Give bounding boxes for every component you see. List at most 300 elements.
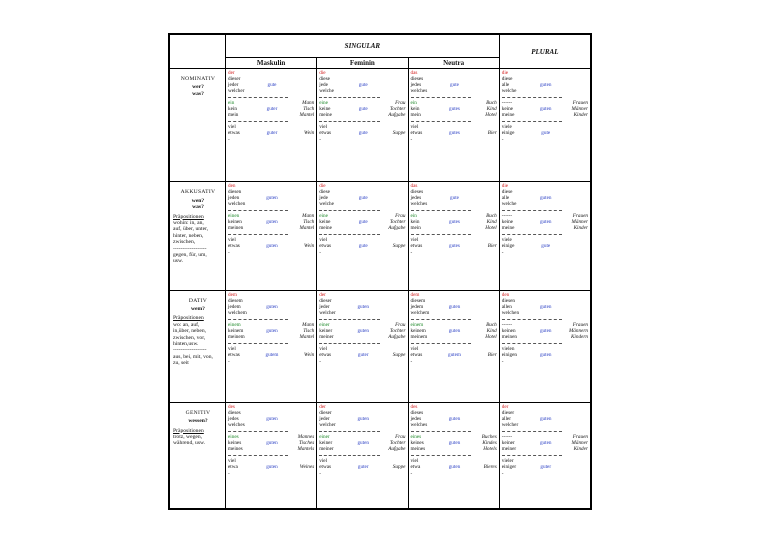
adjective-ending: guten — [357, 327, 369, 334]
declension-cell — [499, 290, 590, 402]
noun-word: Tisch — [303, 219, 315, 226]
determiner-word: viel — [228, 237, 236, 244]
adjective-ending — [443, 225, 465, 231]
determiner-word: eines — [228, 433, 239, 440]
determiner-word: das — [410, 183, 418, 190]
determiner-word: welchen — [501, 309, 520, 316]
noun-word: Wein — [304, 351, 315, 358]
declension-cell — [499, 69, 590, 182]
declension-group — [502, 124, 588, 136]
declension-cell — [226, 290, 317, 402]
determiner-word: viele — [501, 124, 512, 131]
noun-word: Suppe — [392, 351, 406, 358]
determiner-word: eines — [410, 433, 422, 440]
determiner-word: viel — [319, 124, 328, 131]
dashed-separator — [411, 232, 471, 235]
determiner-word: keine — [501, 106, 513, 113]
dashed-separator — [319, 341, 379, 344]
declension-group — [502, 322, 588, 340]
determiner-word: etwas — [228, 243, 240, 250]
noun-word — [557, 130, 588, 136]
noun-word: Mantel — [299, 333, 315, 340]
determiner-word: jeder — [228, 82, 239, 89]
noun-word: Mann — [302, 321, 315, 328]
declension-group — [411, 404, 497, 428]
trailing-dash: - — [501, 358, 504, 365]
adjective-ending: gute — [358, 219, 368, 226]
determiner-word: der — [319, 291, 326, 298]
determiner-word: keines — [410, 439, 424, 446]
declension-table — [169, 34, 591, 509]
adjective-ending: guten — [357, 439, 369, 446]
determiner-word: jeder — [319, 303, 330, 310]
phrase-line — [502, 446, 588, 452]
dashed-separator — [319, 453, 379, 456]
determiner-word: einige — [501, 130, 515, 137]
adjective-ending — [352, 446, 374, 452]
adjective-ending — [261, 112, 283, 118]
preposition-line: zu, seit — [173, 360, 189, 367]
adjective-ending — [535, 225, 557, 231]
determiner-word: meinem — [410, 333, 428, 340]
noun-word — [557, 304, 588, 310]
determiner-word: dieses — [228, 409, 241, 416]
adjective-ending — [261, 446, 283, 452]
trailing-dash: - — [410, 470, 413, 477]
declension-group — [228, 237, 314, 249]
phrase-line — [411, 352, 497, 358]
determiner-word: des — [410, 403, 418, 410]
noun-word: Kind — [486, 327, 497, 334]
declension-group — [411, 322, 497, 340]
determiner-word: keinem — [228, 327, 244, 334]
determiner-word: jedes — [410, 82, 422, 89]
determiner-word: die — [501, 70, 509, 77]
noun-word: Aufgabe — [388, 112, 406, 119]
determiner-word: diese — [319, 189, 330, 196]
declension-cell — [226, 182, 317, 290]
determiner-word: diesen — [228, 189, 242, 196]
adjective-ending: guten — [266, 243, 278, 250]
noun-word: Kinder — [573, 112, 588, 119]
noun-word — [283, 304, 314, 310]
dashed-separator — [228, 95, 288, 98]
declension-group — [319, 292, 405, 316]
noun-word — [374, 195, 405, 201]
determiner-word: etwas — [410, 351, 423, 358]
dashed-separator — [228, 453, 288, 456]
trailing-dash: - — [410, 137, 413, 144]
case-question: wem? — [191, 305, 205, 312]
adjective-ending: gute — [267, 82, 277, 89]
determiner-word: dieser — [319, 409, 332, 416]
noun-word: Tisch — [303, 106, 315, 113]
adjective-ending: guten — [448, 463, 461, 470]
phrase-line — [502, 464, 588, 470]
declension-group — [411, 70, 497, 94]
grammar-table-page — [168, 33, 592, 510]
determiner-word: etwas — [228, 351, 240, 358]
prepositions-label-text: Präpositionen — [173, 315, 204, 322]
noun-word — [557, 82, 588, 88]
case-label-cell — [170, 69, 226, 182]
dashed-separator — [502, 453, 562, 456]
adjective-ending: guten — [448, 415, 461, 422]
case-row-nominativ — [170, 69, 591, 182]
declension-group — [502, 100, 588, 118]
preposition-line: während, usw. — [173, 440, 206, 447]
determiner-line — [228, 88, 314, 94]
noun-word: Suppe — [392, 130, 406, 137]
determiner-word: diese — [501, 76, 513, 83]
determiner-word: keinem — [410, 327, 426, 334]
phrase-line — [319, 243, 405, 249]
phrase-line — [502, 112, 588, 118]
noun-word: Männer — [571, 219, 588, 226]
determiner-word: etwa — [228, 463, 238, 470]
declension-group — [228, 124, 314, 136]
dashed-separator — [411, 119, 471, 122]
noun-word: Frau — [395, 433, 406, 440]
dashed-separator — [228, 208, 288, 211]
determiner-word: viel — [410, 345, 419, 352]
noun-word: Tochter — [389, 106, 406, 113]
determiner-line — [319, 201, 405, 207]
noun-word: Frauen — [572, 213, 588, 220]
phrase-line — [411, 446, 497, 452]
adjective-ending: gutes — [449, 243, 460, 250]
determiner-word: ------ — [501, 100, 513, 107]
phrase-line — [319, 130, 405, 136]
declension-cell — [317, 182, 408, 290]
determiner-word: welcher — [501, 421, 519, 428]
determiner-word: alle — [501, 82, 510, 89]
dashed-separator — [228, 341, 288, 344]
adjective-ending: guter — [540, 463, 552, 470]
determiner-word: viel — [319, 237, 328, 244]
determiner-word: etwas — [228, 130, 240, 137]
phrase-line — [228, 225, 314, 231]
determiner-word: einem — [228, 321, 241, 328]
adjective-ending: guten — [539, 327, 552, 334]
dashed-separator — [411, 341, 471, 344]
determiner-word: meine — [501, 112, 515, 119]
determiner-word: ein — [410, 100, 417, 107]
dashed-separator — [502, 232, 562, 235]
phrase-line — [228, 446, 314, 452]
phrase-line — [319, 352, 405, 358]
case-question: wen? — [191, 197, 205, 204]
determiner-word: keine — [501, 219, 513, 226]
determiner-line — [411, 310, 497, 316]
determiner-word: viel — [410, 237, 419, 244]
determiner-word: diese — [501, 189, 513, 196]
adjective-ending — [443, 446, 465, 452]
determiner-word: das — [410, 70, 418, 77]
noun-word — [466, 195, 497, 201]
determiner-word: meine — [501, 225, 515, 232]
declension-cell — [408, 182, 499, 290]
adjective-ending: guten — [539, 351, 552, 358]
declension-group — [411, 124, 497, 136]
determiner-word: viel — [410, 124, 419, 131]
noun-word: Frauen — [572, 433, 588, 440]
determiner-word: dieser — [501, 409, 515, 416]
adjective-ending — [261, 225, 283, 231]
adjective-ending — [352, 334, 374, 340]
determiner-word: etwa — [410, 463, 421, 470]
noun-word — [283, 195, 314, 201]
declension-group — [411, 458, 497, 470]
determiner-word: jede — [319, 195, 328, 202]
determiner-word: der — [501, 403, 509, 410]
adjective-ending: guter — [357, 463, 369, 470]
noun-word: Kinder — [573, 445, 588, 452]
declension-group — [411, 346, 497, 358]
adjective-ending: gutes — [449, 130, 460, 137]
adjective-ending — [535, 334, 557, 340]
determiner-word: jedem — [228, 303, 241, 310]
case-question: wer? — [192, 84, 204, 91]
corner-cell — [170, 35, 226, 69]
adjective-ending — [535, 446, 557, 452]
phrase-line — [411, 225, 497, 231]
determiner-word: einer — [319, 433, 330, 440]
adjective-ending: guten — [266, 195, 278, 202]
preposition-line: in,über, neben, — [173, 328, 207, 335]
dashed-separator — [502, 119, 562, 122]
determiner-word: einige — [501, 243, 515, 250]
noun-word: Suppe — [392, 463, 406, 470]
determiner-word: keiner — [319, 327, 333, 334]
adjective-ending: gute — [450, 195, 459, 202]
determiner-word: den — [501, 291, 510, 298]
declension-cell — [408, 402, 499, 508]
adjective-ending: guten — [448, 439, 461, 446]
phrase-line — [502, 225, 588, 231]
determiner-word: des — [228, 403, 235, 410]
dashed-separator — [319, 208, 379, 211]
dashed-separator — [502, 341, 562, 344]
noun-word — [283, 416, 314, 422]
determiner-word: welche — [501, 88, 517, 95]
declension-group — [411, 292, 497, 316]
phrase-line — [228, 352, 314, 358]
trailing-dash: - — [501, 250, 504, 257]
determiner-line — [502, 88, 588, 94]
trailing-dash: - — [228, 470, 230, 477]
determiner-line — [502, 201, 588, 207]
determiner-word: allen — [501, 303, 512, 310]
declension-group — [228, 458, 314, 470]
determiner-word: welche — [501, 201, 517, 208]
trailing-dash: - — [319, 250, 321, 257]
adjective-ending: guten — [539, 195, 552, 202]
determiner-word: viel — [228, 457, 236, 464]
noun-word: Kind — [486, 106, 497, 113]
preposition-line: ------------------ — [173, 347, 207, 354]
noun-word — [557, 416, 588, 422]
adjective-ending: gute — [541, 243, 551, 250]
declension-group — [228, 404, 314, 428]
determiner-word: diesen — [501, 297, 516, 304]
trailing-dash: - — [319, 470, 321, 477]
declension-group — [502, 404, 588, 428]
noun-word: Mannes — [297, 433, 315, 440]
case-question: was? — [192, 204, 204, 211]
determiner-word: welchem — [410, 309, 430, 316]
declension-group — [411, 237, 497, 249]
determiner-word: den — [228, 183, 236, 190]
adjective-ending: guter — [266, 130, 278, 137]
noun-word — [374, 304, 405, 310]
phrase-line — [228, 112, 314, 118]
declension-group — [411, 213, 497, 231]
noun-word: Aufgabe — [388, 333, 406, 340]
preposition-line: zwischen, vor, — [173, 334, 206, 341]
declension-group — [228, 292, 314, 316]
determiner-word: welchen — [228, 201, 246, 208]
plural-header: PLURAL — [499, 35, 590, 69]
preposition-line: trotz, wegen, — [173, 433, 203, 440]
determiner-word: dieser — [319, 297, 332, 304]
dashed-separator — [228, 317, 288, 320]
dashed-separator — [411, 453, 471, 456]
determiner-word: welches — [410, 88, 428, 95]
noun-word: Buches — [481, 433, 497, 440]
noun-word: Bieres — [483, 463, 497, 470]
declension-group — [228, 100, 314, 118]
noun-word: Hotel — [485, 112, 497, 119]
determiner-word: viel — [319, 345, 328, 352]
adjective-ending: gute — [358, 243, 368, 250]
determiner-word: einiger — [501, 463, 517, 470]
determiner-word: eine — [319, 100, 328, 107]
noun-word — [557, 243, 588, 249]
determiner-word: eine — [319, 213, 328, 220]
case-name: GENITIV — [185, 409, 211, 416]
determiner-word: keinen — [228, 219, 242, 226]
declension-group — [319, 322, 405, 340]
declension-cell — [317, 69, 408, 182]
determiner-word: ein — [228, 100, 235, 107]
noun-word: Tochter — [389, 327, 406, 334]
case-label-cell — [170, 182, 226, 290]
determiner-word: viel — [228, 124, 236, 131]
dashed-separator — [319, 429, 379, 432]
determiner-word: etwas — [319, 463, 332, 470]
adjective-ending: gutem — [447, 351, 461, 358]
determiner-line — [228, 201, 314, 207]
adjective-ending: gute — [358, 130, 368, 137]
determiner-word: einigen — [501, 351, 518, 358]
noun-word: Bier — [487, 243, 497, 250]
phrase-line — [411, 464, 497, 470]
determiner-word: keinen — [501, 327, 516, 334]
declension-cell — [408, 69, 499, 182]
preposition-line: wohin: in, an, — [173, 219, 204, 226]
determiner-word: keine — [319, 106, 331, 113]
preposition-line: aus, bei, mit, von, — [173, 353, 213, 360]
adjective-ending — [535, 112, 557, 118]
determiner-line — [319, 422, 405, 428]
trailing-dash: - — [228, 137, 230, 144]
declension-group — [228, 213, 314, 231]
declension-group — [502, 183, 588, 207]
trailing-dash: - — [501, 470, 504, 477]
determiner-word: mein — [410, 225, 421, 232]
case-row-dativ — [170, 290, 591, 402]
noun-word: Mantel — [299, 112, 315, 119]
declension-cell — [226, 402, 317, 508]
determiner-word: meinen — [501, 333, 518, 340]
noun-word: Hotel — [485, 333, 497, 340]
declension-group — [319, 237, 405, 249]
determiner-word: keines — [228, 439, 242, 446]
noun-word: Frauen — [572, 100, 588, 107]
noun-word — [374, 416, 405, 422]
determiner-line — [411, 201, 497, 207]
adjective-ending: guter — [266, 106, 278, 113]
determiner-line — [319, 310, 405, 316]
noun-word — [557, 352, 588, 358]
prepositions-label-text: Präpositionen — [173, 427, 204, 434]
determiner-word: jedes — [410, 195, 422, 202]
determiner-word: ein — [410, 213, 417, 220]
determiner-word: diesem — [410, 297, 426, 304]
declension-group — [228, 434, 314, 452]
dashed-separator — [502, 317, 562, 320]
trailing-dash: - — [228, 358, 230, 365]
phrase-line — [319, 225, 405, 231]
determiner-word: dieses — [410, 409, 424, 416]
declension-cell — [408, 290, 499, 402]
noun-word: Wein — [304, 243, 315, 250]
noun-word: Hotel — [485, 225, 497, 232]
determiner-word: vielen — [501, 345, 515, 352]
dashed-separator — [502, 429, 562, 432]
phrase-line — [228, 243, 314, 249]
declension-group — [502, 292, 588, 316]
noun-word: Männer — [571, 106, 588, 113]
determiner-line — [228, 422, 314, 428]
adjective-ending: gute — [358, 195, 368, 202]
determiner-word: jedes — [410, 415, 422, 422]
determiner-word: einer — [319, 321, 330, 328]
adjective-ending: gutes — [449, 106, 460, 113]
declension-group — [411, 434, 497, 452]
determiner-word: meine — [319, 112, 332, 119]
determiner-word: meine — [319, 225, 332, 232]
adjective-ending — [261, 334, 283, 340]
declension-group — [319, 183, 405, 207]
adjective-ending: guten — [266, 415, 278, 422]
declension-group — [319, 458, 405, 470]
case-row-genitiv — [170, 402, 591, 508]
determiner-word: alle — [501, 195, 510, 202]
preposition-line: usw. — [173, 258, 184, 265]
phrase-line — [319, 464, 405, 470]
case-label-cell — [170, 402, 226, 508]
adjective-ending: guten — [539, 219, 552, 226]
determiner-word: kein — [410, 219, 420, 226]
determiner-word: kein — [410, 106, 420, 113]
declension-group — [228, 183, 314, 207]
case-question: was? — [192, 90, 204, 97]
determiner-word: dieses — [410, 189, 424, 196]
dashed-separator — [228, 119, 288, 122]
determiner-word: meines — [228, 445, 243, 452]
